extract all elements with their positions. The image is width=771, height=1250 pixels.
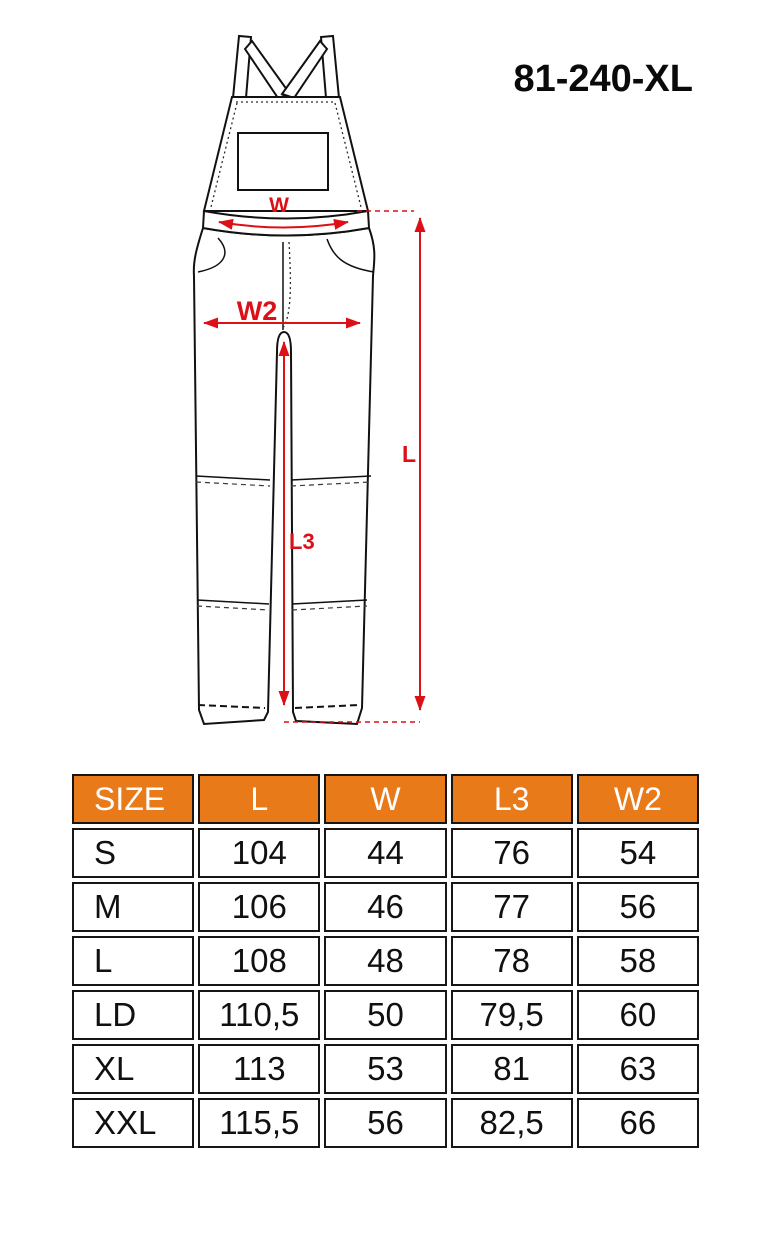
w2-dimension-label: W2 <box>236 296 278 326</box>
header-cell-w: W <box>324 774 446 824</box>
table-row <box>72 882 699 932</box>
size-cell: LD <box>72 990 194 1040</box>
value-cell: 63 <box>577 1044 699 1094</box>
value-cell: 50 <box>324 990 446 1040</box>
value-cell: 106 <box>198 882 320 932</box>
table-row <box>72 1098 699 1148</box>
size-cell: S <box>72 828 194 878</box>
table-row <box>72 1044 699 1094</box>
value-cell: 110,5 <box>198 990 320 1040</box>
value-cell: 77 <box>451 882 573 932</box>
straps <box>233 36 339 98</box>
table-header-row <box>72 774 699 824</box>
size-table <box>68 770 703 1152</box>
header-cell-l: L <box>198 774 320 824</box>
value-cell: 78 <box>451 936 573 986</box>
value-cell: 115,5 <box>198 1098 320 1148</box>
table-row <box>72 936 699 986</box>
table-row <box>72 990 699 1040</box>
value-cell: 81 <box>451 1044 573 1094</box>
value-cell: 46 <box>324 882 446 932</box>
value-cell: 48 <box>324 936 446 986</box>
value-cell: 104 <box>198 828 320 878</box>
value-cell: 60 <box>577 990 699 1040</box>
size-cell: M <box>72 882 194 932</box>
table-row <box>72 828 699 878</box>
value-cell: 66 <box>577 1098 699 1148</box>
w-dimension-label: W <box>269 194 289 217</box>
size-cell: XL <box>72 1044 194 1094</box>
l-dimension-label: L <box>401 441 416 467</box>
chest-pocket <box>238 133 328 190</box>
product-code: 81-240-XL <box>513 58 693 100</box>
size-cell: XXL <box>72 1098 194 1148</box>
value-cell: 56 <box>577 882 699 932</box>
size-cell: L <box>72 936 194 986</box>
value-cell: 108 <box>198 936 320 986</box>
value-cell: 58 <box>577 936 699 986</box>
header-cell-size: SIZE <box>72 774 194 824</box>
l3-dimension-label: L3 <box>289 529 315 554</box>
value-cell: 56 <box>324 1098 446 1148</box>
header-cell-w2: W2 <box>577 774 699 824</box>
value-cell: 76 <box>451 828 573 878</box>
value-cell: 44 <box>324 828 446 878</box>
value-cell: 82,5 <box>451 1098 573 1148</box>
value-cell: 54 <box>577 828 699 878</box>
header-cell-l3: L3 <box>451 774 573 824</box>
value-cell: 113 <box>198 1044 320 1094</box>
value-cell: 53 <box>324 1044 446 1094</box>
value-cell: 79,5 <box>451 990 573 1040</box>
